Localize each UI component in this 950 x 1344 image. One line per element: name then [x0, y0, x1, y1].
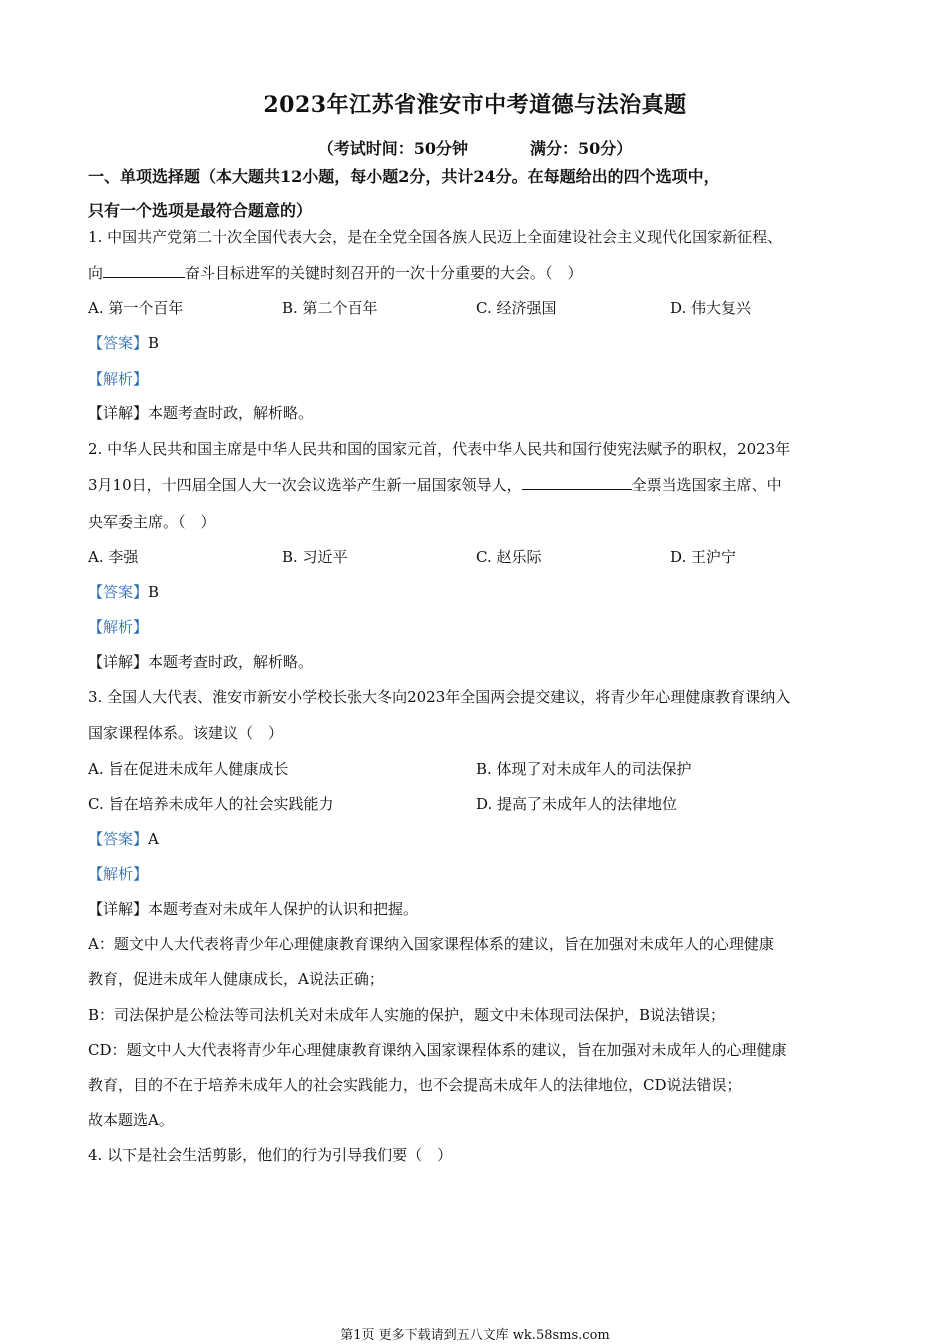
- q1-stem-line2: [88, 262, 878, 283]
- q1-option-b: B. 第二个百年: [282, 299, 378, 317]
- q1-detail: [88, 402, 878, 423]
- q1-answer: [88, 332, 878, 353]
- q2-stem-line1: 2. 中华人民共和国主席是中华人民共和国的国家元首，代表中华人民共和国行使宪法赋予的职权，2023年: [88, 440, 791, 458]
- section-heading-line2: 只有一个选项是最符合题意的）: [88, 201, 313, 220]
- q3-detail-text: 本题考查对未成年人保护的认识和把握。: [148, 900, 419, 918]
- q3-option-d: D. 提高了未成年人的法律地位: [476, 795, 678, 813]
- q3-answer: [88, 828, 878, 849]
- q3-explain-line: 教育，目的不在于培养未成年人的社会实践能力，也不会提高未成年人的法律地位，CD说法错误；: [88, 1076, 742, 1094]
- q3-stem-line1: 3. 全国人大代表、淮安市新安小学校长张大冬向2023年全国两会提交建议，将青少年心理健康教育课纳入: [88, 688, 791, 706]
- analysis-label: 【解析】: [88, 370, 149, 388]
- q1-stem-line1: 1. 中国共产党第二十次全国代表大会，是在全党全国各族人民迈上全面建设社会主义现代化国家新征程、: [88, 228, 783, 246]
- q1-analysis: [88, 368, 878, 389]
- q1-answer-value: B: [148, 334, 160, 352]
- q3-explain-line: 教育，促进未成年人健康成长，A说法正确；: [88, 970, 384, 988]
- q1-option-a: A. 第一个百年: [88, 299, 184, 317]
- detail-label: 【详解】: [88, 653, 149, 671]
- q2-option-c: C. 赵乐际: [476, 548, 542, 566]
- q3-explain-line: CD：题文中人大代表将青少年心理健康教育课纳入国家课程体系的建议，旨在加强对未成年人的心理健康: [88, 1041, 787, 1059]
- q1-stem-post: 奋斗目标进军的关键时刻召开的一次十分重要的大会。（ ）: [185, 264, 583, 282]
- q2-option-a: A. 李强: [88, 548, 139, 566]
- q2-answer: [88, 581, 878, 602]
- q3-option-c: C. 旨在培养未成年人的社会实践能力: [88, 795, 334, 813]
- q4-stem-line1: 4. 以下是社会生活剪影，他们的行为引导我们要（ ）: [88, 1146, 453, 1164]
- q2-detail-text: 本题考查时政，解析略。: [148, 653, 314, 671]
- exam-info: [0, 136, 950, 159]
- q2-answer-value: B: [148, 583, 160, 601]
- q3-detail: [88, 898, 878, 919]
- q2-stem-line2: [88, 474, 878, 495]
- q2-stem-pre: 3月10日，十四届全国人大一次会议选举产生新一届国家领导人，: [88, 476, 522, 494]
- q3-explain-line: A：题文中人大代表将青少年心理健康教育课纳入国家课程体系的建议，旨在加强对未成年人的心理健康: [88, 935, 774, 953]
- detail-label: 【详解】: [88, 900, 149, 918]
- q1-stem-pre: 向: [88, 264, 104, 282]
- q2-stem-post: 全票当选国家主席、中: [631, 476, 782, 494]
- q3-analysis: [88, 863, 878, 884]
- analysis-label: 【解析】: [88, 618, 149, 636]
- page-title: 2023年江苏省淮安市中考道德与法治真题: [263, 92, 687, 118]
- q1-blank: [103, 263, 185, 278]
- q2-analysis: [88, 616, 878, 637]
- answer-label: 【答案】: [88, 334, 149, 352]
- q3-explain-line: 故本题选A。: [88, 1111, 174, 1129]
- q3-explain-line: B：司法保护是公检法等司法机关对未成年人实施的保护，题文中未体现司法保护，B说法错误；: [88, 1006, 726, 1024]
- q1-option-c: C. 经济强国: [476, 299, 557, 317]
- exam-score: 满分：50分）: [530, 139, 633, 158]
- q2-stem-line3: 央军委主席。（ ）: [88, 513, 216, 531]
- exam-time: （考试时间：50分钟: [317, 139, 468, 158]
- q3-stem-line2: 国家课程体系。该建议（ ）: [88, 724, 284, 742]
- q2-option-b: B. 习近平: [282, 548, 348, 566]
- q1-option-d: D. 伟大复兴: [670, 299, 752, 317]
- q3-option-a: A. 旨在促进未成年人健康成长: [88, 760, 289, 778]
- q2-blank: [522, 475, 632, 490]
- q3-option-b: B. 体现了对未成年人的司法保护: [476, 760, 692, 778]
- q2-detail: [88, 651, 878, 672]
- q1-detail-text: 本题考查时政，解析略。: [148, 404, 314, 422]
- analysis-label: 【解析】: [88, 865, 149, 883]
- page-footer: 第1页 更多下载请到五八文库 wk.58sms.com: [340, 1328, 610, 1343]
- section-heading: [88, 160, 878, 228]
- q3-answer-value: A: [148, 830, 159, 848]
- q2-option-d: D. 王沪宁: [670, 548, 737, 566]
- answer-label: 【答案】: [88, 583, 149, 601]
- section-heading-line1: 一、单项选择题（本大题共12小题，每小题2分，共计24分。在每题给出的四个选项中，: [88, 167, 720, 186]
- answer-label: 【答案】: [88, 830, 149, 848]
- detail-label: 【详解】: [88, 404, 149, 422]
